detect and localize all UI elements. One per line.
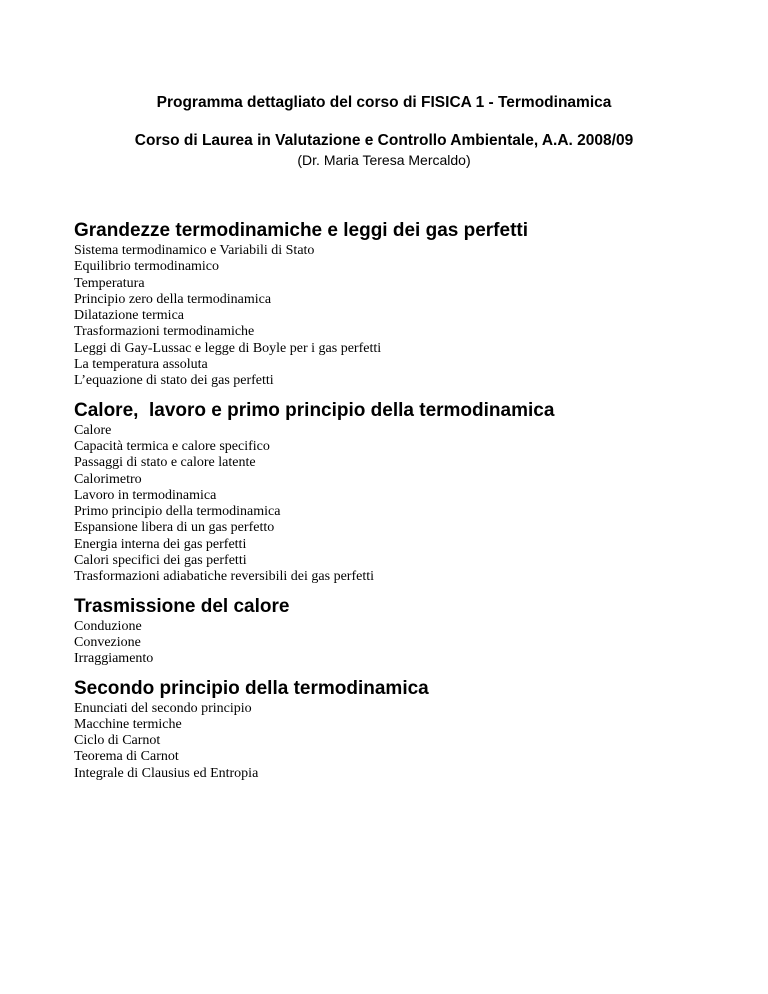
- topic-item: La temperatura assoluta: [74, 357, 208, 373]
- topic-item: Enunciati del secondo principio: [74, 700, 252, 716]
- section-gas-laws: [74, 219, 714, 390]
- topic-item: Integrale di Clausius ed Entropia: [74, 765, 259, 781]
- topic-item: Conduzione: [74, 618, 142, 634]
- topic-item: Sistema termodinamico e Variabili di Stato: [74, 243, 315, 258]
- author-line: (Dr. Maria Teresa Mercaldo): [297, 152, 471, 168]
- topic-item: Convezione: [74, 634, 141, 650]
- topic-item: Dilatazione termica: [74, 308, 184, 324]
- topic-item: Energia interna dei gas perfetti: [74, 536, 247, 552]
- topic-item: Trasformazioni termodinamiche: [74, 324, 255, 340]
- topic-item: Principio zero della termodinamica: [74, 291, 272, 307]
- topic-item: L’equazione di stato dei gas perfetti: [74, 373, 274, 389]
- topic-item: Primo principio della termodinamica: [74, 504, 281, 520]
- topic-item: Temperatura: [74, 275, 145, 291]
- section-title: Grandezze termodinamiche e leggi dei gas perfetti: [74, 220, 529, 241]
- topic-list: [74, 243, 714, 390]
- section-title: Secondo principio della termodinamica: [74, 677, 429, 699]
- topic-list: [74, 619, 714, 668]
- topic-item: Equilibrio termodinamico: [74, 259, 220, 275]
- section-first-law: [74, 399, 714, 586]
- section-second-law: [74, 677, 714, 782]
- section-heat-transfer: [74, 595, 714, 668]
- topic-item: Teorema di Carnot: [74, 749, 179, 765]
- topic-item: Calori specifici dei gas perfetti: [74, 553, 247, 569]
- section-title: Calore, lavoro e primo principio della termodinamica: [74, 399, 555, 421]
- topic-item: Leggi di Gay-Lussac e legge di Boyle per i gas perfetti: [74, 340, 382, 356]
- document-title: Programma dettagliato del corso di FISICA 1 - Termodinamica: [156, 94, 612, 111]
- topic-item: Irraggiamento: [74, 651, 154, 667]
- course-subtitle: Corso di Laurea in Valutazione e Controllo Ambientale, A.A. 2008/09: [134, 132, 634, 149]
- program-content: [74, 219, 714, 791]
- topic-item: Espansione libera di un gas perfetto: [74, 520, 275, 536]
- topic-item: Calore: [74, 422, 112, 438]
- topic-item: Macchine termiche: [74, 716, 182, 732]
- topic-item: Lavoro in termodinamica: [74, 487, 217, 503]
- section-title: Trasmissione del calore: [74, 595, 290, 617]
- topic-item: Ciclo di Carnot: [74, 733, 161, 749]
- topic-list: [74, 423, 714, 586]
- topic-item: Passaggi di stato e calore latente: [74, 455, 256, 471]
- topic-item: Trasformazioni adiabatiche reversibili dei gas perfetti: [74, 569, 374, 585]
- topic-item: Capacità termica e calore specifico: [74, 438, 270, 454]
- topic-item: Calorimetro: [74, 471, 142, 487]
- topic-list: [74, 701, 714, 782]
